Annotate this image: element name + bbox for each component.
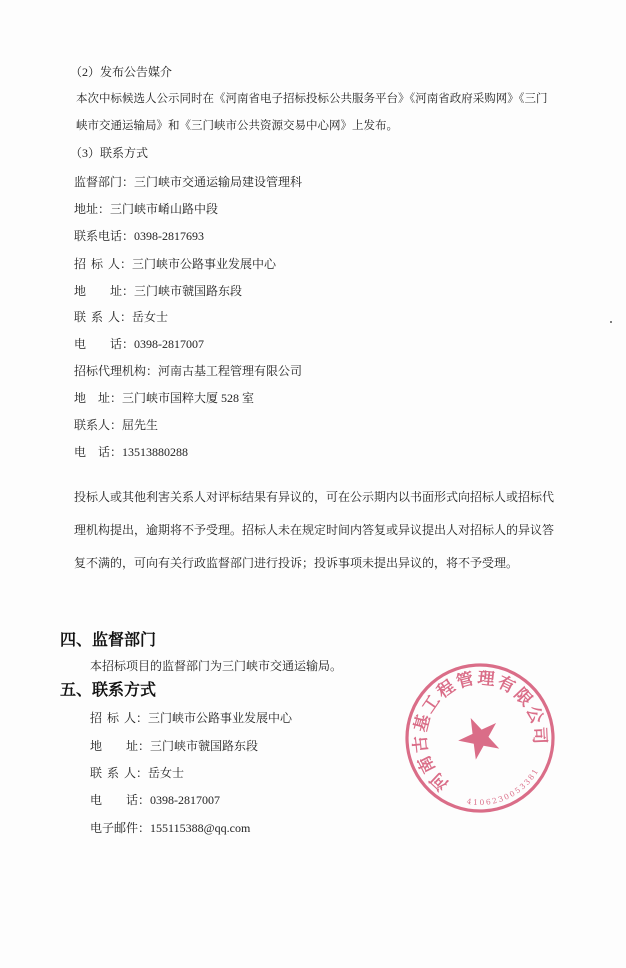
field-value: 河南古基工程管理有限公司 xyxy=(158,364,303,378)
seal-org-name: 河南古基工程管理有限公司 xyxy=(410,668,550,795)
field-value: 三门峡市虢国路东段 xyxy=(134,284,243,298)
field-label: 联 系 人： xyxy=(74,310,133,324)
seal-code: 4106230053381 xyxy=(466,767,540,808)
field-label: 地 址： xyxy=(74,391,123,405)
field-label: 联系人： xyxy=(74,418,123,432)
field-value: 三门峡市国粹大厦 528 室 xyxy=(122,391,255,405)
email-value: 155115388@qq.com xyxy=(150,821,251,835)
field-label: 电 话： xyxy=(90,793,151,807)
field-label: 联 系 人： xyxy=(90,766,149,780)
field-value: 三门峡市交通运输局建设管理科 xyxy=(134,175,303,189)
objection-notice-line: 理机构提出，逾期将不予受理。招标人未在规定时间内答复或异议提出人对招标人的异议答 xyxy=(74,523,555,537)
field-value: 0398-2817007 xyxy=(150,793,221,807)
field-label: 招标代理机构： xyxy=(74,364,159,378)
seal-star-icon xyxy=(452,709,507,763)
contact-methods-heading: （3）联系方式 xyxy=(70,146,149,160)
s5-address-line xyxy=(90,738,258,754)
company-seal xyxy=(400,658,560,818)
field-value: 三门峡市公路事业发展中心 xyxy=(148,711,293,725)
field-label: 地 址： xyxy=(90,739,151,753)
field-label: 地 址： xyxy=(74,284,135,298)
objection-notice-line: 投标人或其他利害关系人对评标结果有异议的，可在公示期内以书面形式向招标人或招标代 xyxy=(74,490,555,504)
agency-address-line xyxy=(74,390,254,406)
field-label: 电 话： xyxy=(74,337,135,351)
field-label: 电 话： xyxy=(74,445,123,459)
field-label: 联系电话： xyxy=(74,229,135,243)
supervision-dept-line xyxy=(74,174,302,190)
field-value: 0398-2817007 xyxy=(134,337,205,351)
agency-phone-line xyxy=(74,444,188,460)
field-value: 三门峡市虢国路东段 xyxy=(150,739,259,753)
tenderer-contact-line xyxy=(74,309,168,325)
agency-contact-line xyxy=(74,417,158,433)
s5-tenderer-line xyxy=(90,710,292,726)
scan-speck xyxy=(610,321,612,323)
s5-phone-line xyxy=(90,792,220,808)
supervision-phone-line xyxy=(74,228,204,244)
field-value: 三门峡市崤山路中段 xyxy=(110,202,219,216)
tenderer-name-line xyxy=(74,256,276,272)
section-4-heading: 四、监督部门 xyxy=(60,630,157,649)
field-value: 屈先生 xyxy=(122,418,159,432)
publication-media-heading: （2）发布公告媒介 xyxy=(70,65,173,79)
objection-notice-line: 复不满的，可向有关行政监督部门进行投诉；投诉事项未提出异议的，将不予受理。 xyxy=(74,556,519,570)
field-value: 岳女士 xyxy=(132,310,169,324)
agency-name-line xyxy=(74,363,302,379)
field-label: 招 标 人： xyxy=(74,257,133,271)
field-value: 0398-2817693 xyxy=(134,229,205,243)
supervision-address-line xyxy=(74,201,218,217)
publication-media-line: 本次中标候选人公示同时在《河南省电子招标投标公共服务平台》《河南省政府采购网》《三门 xyxy=(76,93,548,105)
field-value: 三门峡市公路事业发展中心 xyxy=(132,257,277,271)
field-label: 监督部门： xyxy=(74,175,135,189)
field-label: 招 标 人： xyxy=(90,711,149,725)
tenderer-address-line xyxy=(74,283,242,299)
field-value: 岳女士 xyxy=(148,766,185,780)
s5-contact-line xyxy=(90,765,184,781)
field-label: 地址： xyxy=(74,202,111,216)
field-value: 13513880288 xyxy=(122,445,189,459)
s5-email-line xyxy=(90,820,250,836)
section-5-heading: 五、联系方式 xyxy=(60,680,157,699)
publication-media-line: 峡市交通运输局》和《三门峡市公共资源交易中心网》上发布。 xyxy=(76,120,398,132)
field-label: 电子邮件： xyxy=(90,821,151,835)
section-4-text: 本招标项目的监督部门为三门峡市交通运输局。 xyxy=(90,659,343,673)
tenderer-phone-line xyxy=(74,336,204,352)
